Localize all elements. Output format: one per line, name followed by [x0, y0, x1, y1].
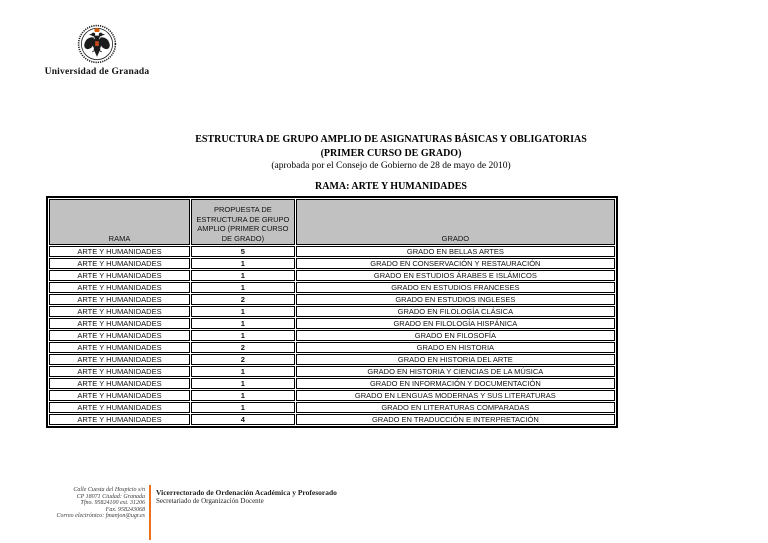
cell-grado: GRADO EN FILOSOFÍA: [296, 330, 615, 341]
table-row: [49, 306, 615, 317]
cell-rama: ARTE Y HUMANIDADES: [49, 342, 190, 353]
cell-propuesta: 1: [191, 402, 295, 413]
cell-rama: ARTE Y HUMANIDADES: [49, 318, 190, 329]
cell-rama: ARTE Y HUMANIDADES: [49, 306, 190, 317]
degree-structure-table: [46, 196, 618, 428]
document-title-line2: (PRIMER CURSO DE GRADO): [320, 147, 462, 159]
cell-rama: ARTE Y HUMANIDADES: [49, 282, 190, 293]
cell-grado: GRADO EN ESTUDIOS INGLESES: [296, 294, 615, 305]
ugr-seal-icon: [77, 24, 117, 64]
university-logo: [41, 24, 153, 77]
table-header-row: [49, 199, 615, 245]
table-row: [49, 330, 615, 341]
cell-grado: GRADO EN LITERATURAS COMPARADAS: [296, 402, 615, 413]
footer-divider-line: [149, 485, 151, 540]
cell-propuesta: 1: [191, 330, 295, 341]
branch-section-heading: RAMA: ARTE Y HUMANIDADES: [315, 181, 467, 192]
cell-grado: GRADO EN HISTORIA: [296, 342, 615, 353]
table-row: [49, 378, 615, 389]
footer-secretariado: Secretariado de Organización Docente: [156, 497, 264, 505]
cell-propuesta: 2: [191, 294, 295, 305]
column-header-grado: GRADO: [296, 199, 615, 245]
cell-propuesta: 2: [191, 342, 295, 353]
cell-rama: ARTE Y HUMANIDADES: [49, 390, 190, 401]
cell-propuesta: 1: [191, 366, 295, 377]
cell-propuesta: 2: [191, 354, 295, 365]
cell-rama: ARTE Y HUMANIDADES: [49, 414, 190, 425]
cell-propuesta: 1: [191, 318, 295, 329]
table-row: [49, 354, 615, 365]
cell-rama: ARTE Y HUMANIDADES: [49, 294, 190, 305]
table-row: [49, 390, 615, 401]
cell-grado: GRADO EN INFORMACIÓN Y DOCUMENTACIÓN: [296, 378, 615, 389]
table-body: [49, 246, 615, 425]
cell-rama: ARTE Y HUMANIDADES: [49, 366, 190, 377]
table-row: [49, 402, 615, 413]
table-row: [49, 342, 615, 353]
table-row: [49, 258, 615, 269]
table-row: [49, 270, 615, 281]
cell-propuesta: 1: [191, 306, 295, 317]
cell-rama: ARTE Y HUMANIDADES: [49, 330, 190, 341]
document-title-line1: ESTRUCTURA DE GRUPO AMPLIO DE ASIGNATURAS BÁSICAS Y OBLIGATORIAS: [195, 134, 587, 145]
column-header-rama: RAMA: [49, 199, 190, 245]
table-row: [49, 366, 615, 377]
cell-grado: GRADO EN BELLAS ARTES: [296, 246, 615, 257]
cell-rama: ARTE Y HUMANIDADES: [49, 378, 190, 389]
footer-fax: Fax. 958243068: [105, 506, 145, 513]
cell-propuesta: 1: [191, 282, 295, 293]
footer-department-block: [156, 488, 337, 506]
cell-grado: GRADO EN LENGUAS MODERNAS Y SUS LITERATURAS: [296, 390, 615, 401]
cell-propuesta: 4: [191, 414, 295, 425]
footer-email: Correo electrónico: fmanjon@ugr.es: [56, 513, 145, 520]
cell-propuesta: 1: [191, 378, 295, 389]
table-row: [49, 318, 615, 329]
cell-propuesta: 1: [191, 390, 295, 401]
cell-rama: ARTE Y HUMANIDADES: [49, 270, 190, 281]
cell-grado: GRADO EN ESTUDIOS ÁRABES E ISLÁMICOS: [296, 270, 615, 281]
cell-propuesta: 1: [191, 270, 295, 281]
cell-propuesta: 1: [191, 258, 295, 269]
cell-rama: ARTE Y HUMANIDADES: [49, 354, 190, 365]
university-name: Universidad de Granada: [44, 67, 150, 77]
column-header-propuesta: PROPUESTA DE ESTRUCTURA DE GRUPO AMPLIO (PRIMER CURSO DE GRADO): [191, 199, 295, 245]
cell-grado: GRADO EN TRADUCCIÓN E INTERPRETACIÓN: [296, 414, 615, 425]
cell-rama: ARTE Y HUMANIDADES: [49, 402, 190, 413]
cell-grado: GRADO EN ESTUDIOS FRANCESES: [296, 282, 615, 293]
table-row: [49, 414, 615, 425]
footer-contact-block: [18, 487, 145, 520]
table-row: [49, 246, 615, 257]
cell-grado: GRADO EN HISTORIA DEL ARTE: [296, 354, 615, 365]
table-row: [49, 294, 615, 305]
footer-phone: Tfno. 95824100 ext. 31206: [80, 500, 145, 507]
table-row: [49, 282, 615, 293]
footer-address-street: Calle Cuesta del Hospicio s/n: [73, 487, 145, 493]
footer-address-city: CP 18071 Ciudad: Granada: [76, 493, 145, 500]
cell-grado: GRADO EN FILOLOGÍA CLÁSICA: [296, 306, 615, 317]
cell-grado: GRADO EN HISTORIA Y CIENCIAS DE LA MÚSICA: [296, 366, 615, 377]
cell-propuesta: 5: [191, 246, 295, 257]
cell-rama: ARTE Y HUMANIDADES: [49, 258, 190, 269]
cell-rama: ARTE Y HUMANIDADES: [49, 246, 190, 257]
document-title-block: [152, 133, 630, 173]
document-approval-note: (aprobada por el Consejo de Gobierno de 28 de mayo de 2010): [271, 161, 511, 171]
cell-grado: GRADO EN FILOLOGÍA HISPÁNICA: [296, 318, 615, 329]
footer-vicerrectorado: Vicerrectorado de Ordenación Académica y Profesorado: [156, 488, 337, 497]
cell-grado: GRADO EN CONSERVACIÓN Y RESTAURACIÓN: [296, 258, 615, 269]
